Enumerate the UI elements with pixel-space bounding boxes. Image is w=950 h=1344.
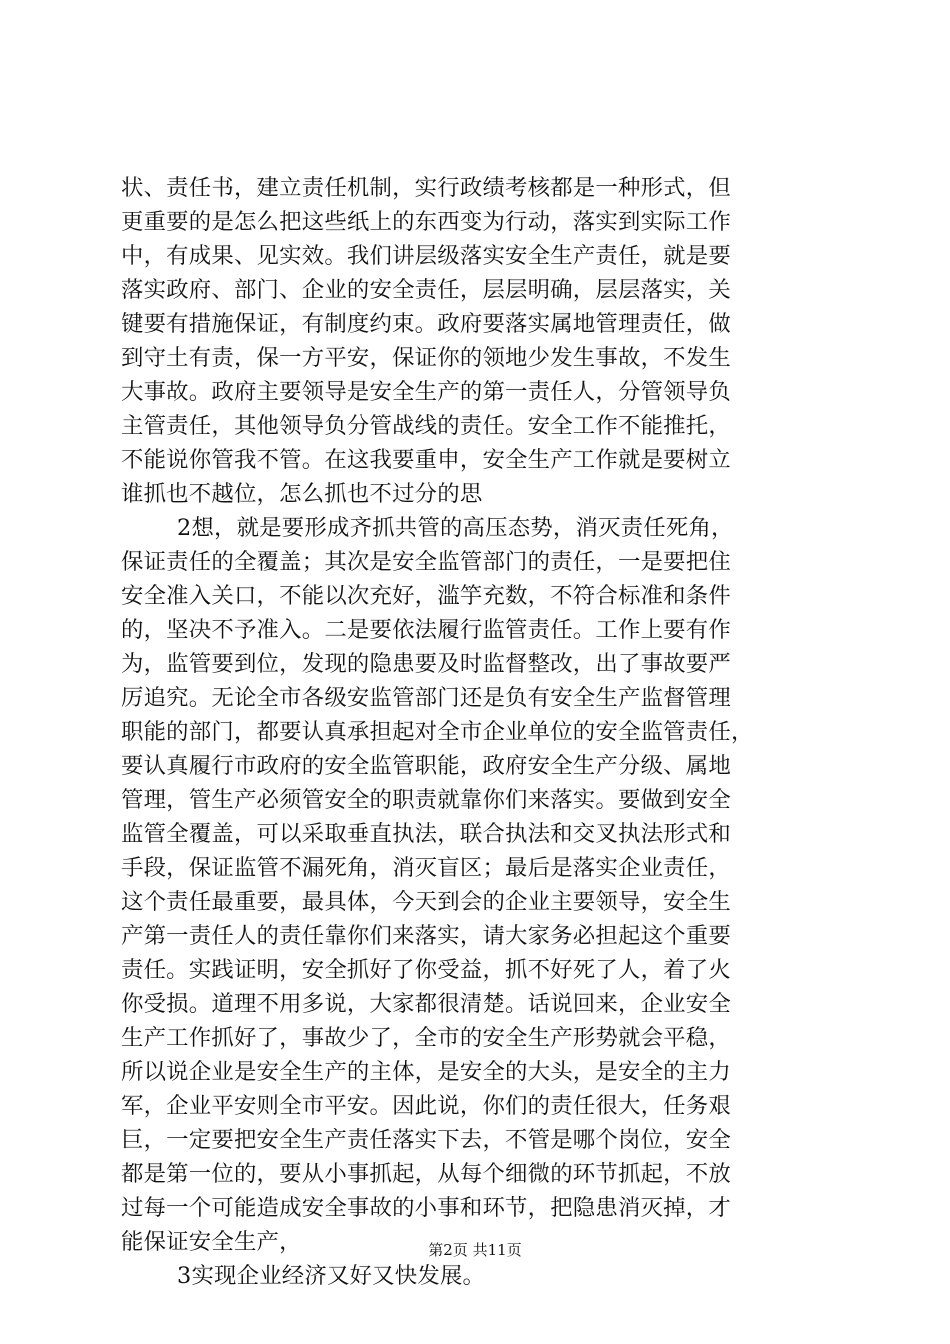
text-line: 键要有措施保证，有制度约束。政府要落实属地管理责任，做 (121, 311, 731, 337)
text-line: 厉追究。无论全市各级安监管部门还是负有安全生产监督管理 (121, 685, 731, 711)
text-line: 主管责任，其他领导负分管战线的责任。安全工作不能推托， (121, 413, 731, 439)
text-line: 你受损。道理不用多说，大家都很清楚。话说回来，企业安全 (121, 991, 731, 1017)
text-line: 手段，保证监管不漏死角，消灭盲区；最后是落实企业责任， (121, 855, 731, 881)
text-line: 不能说你管我不管。在这我要重申，安全生产工作就是要树立 (121, 447, 731, 473)
text-line: 巨，一定要把安全生产责任落实下去，不管是哪个岗位，安全 (121, 1127, 731, 1153)
text-line: 谁抓也不越位，怎么抓也不过分的思 (121, 481, 483, 507)
text-line: 2想，就是要形成齐抓共管的高压态势，消灭责任死角， (177, 515, 734, 541)
text-line: 都是第一位的，要从小事抓起，从每个细微的环节抓起，不放 (121, 1161, 731, 1187)
text-line: 保证责任的全覆盖；其次是安全监管部门的责任，一是要把住 (121, 549, 731, 575)
text-line: 监管全覆盖，可以采取垂直执法，联合执法和交叉执法形式和 (121, 821, 731, 847)
text-line: 到守土有责，保一方平安，保证你的领地少发生事故，不发生 (121, 345, 731, 371)
body-text (121, 171, 841, 1293)
text-line: 要认真履行市政府的安全监管职能，政府安全生产分级、属地 (121, 753, 731, 779)
text-line: 责任。实践证明，安全抓好了你受益，抓不好死了人，着了火 (121, 957, 731, 983)
text-line: 中，有成果、见实效。我们讲层级落实安全生产责任，就是要 (121, 243, 731, 269)
text-line: 为，监管要到位，发现的隐患要及时监督整改，出了事故要严 (121, 651, 731, 677)
text-line: 产第一责任人的责任靠你们来落实，请大家务必担起这个重要 (121, 923, 731, 949)
text-line: 过每一个可能造成安全事故的小事和环节，把隐患消灭掉，才 (121, 1195, 731, 1221)
text-line: 所以说企业是安全生产的主体，是安全的大头，是安全的主力 (121, 1059, 731, 1085)
text-line: 管理，管生产必须管安全的职责就靠你们来落实。要做到安全 (121, 787, 731, 813)
text-line: 军，企业平安则全市平安。因此说，你们的责任很大，任务艰 (121, 1093, 731, 1119)
text-line: 更重要的是怎么把这些纸上的东西变为行动，落实到实际工作 (121, 209, 731, 235)
text-line: 的，坚决不予准入。二是要依法履行监管责任。工作上要有作 (121, 617, 731, 643)
text-line: 职能的部门，都要认真承担起对全市企业单位的安全监管责任， (121, 719, 754, 745)
text-line: 能保证安全生产， (121, 1229, 302, 1255)
text-line: 落实政府、部门、企业的安全责任，层层明确，层层落实，关 (121, 277, 731, 303)
text-line: 3实现企业经济又好又快发展。 (177, 1263, 486, 1289)
page-footer: 第2页 共11页 (428, 1241, 522, 1259)
text-line: 生产工作抓好了，事故少了，全市的安全生产形势就会平稳， (121, 1025, 731, 1051)
text-line: 大事故。政府主要领导是安全生产的第一责任人，分管领导负 (121, 379, 731, 405)
text-line: 状、责任书，建立责任机制，实行政绩考核都是一种形式，但 (121, 175, 731, 201)
text-line: 这个责任最重要，最具体，今天到会的企业主要领导，安全生 (121, 889, 731, 915)
text-line: 安全准入关口，不能以次充好，滥竽充数，不符合标准和条件 (121, 583, 731, 609)
